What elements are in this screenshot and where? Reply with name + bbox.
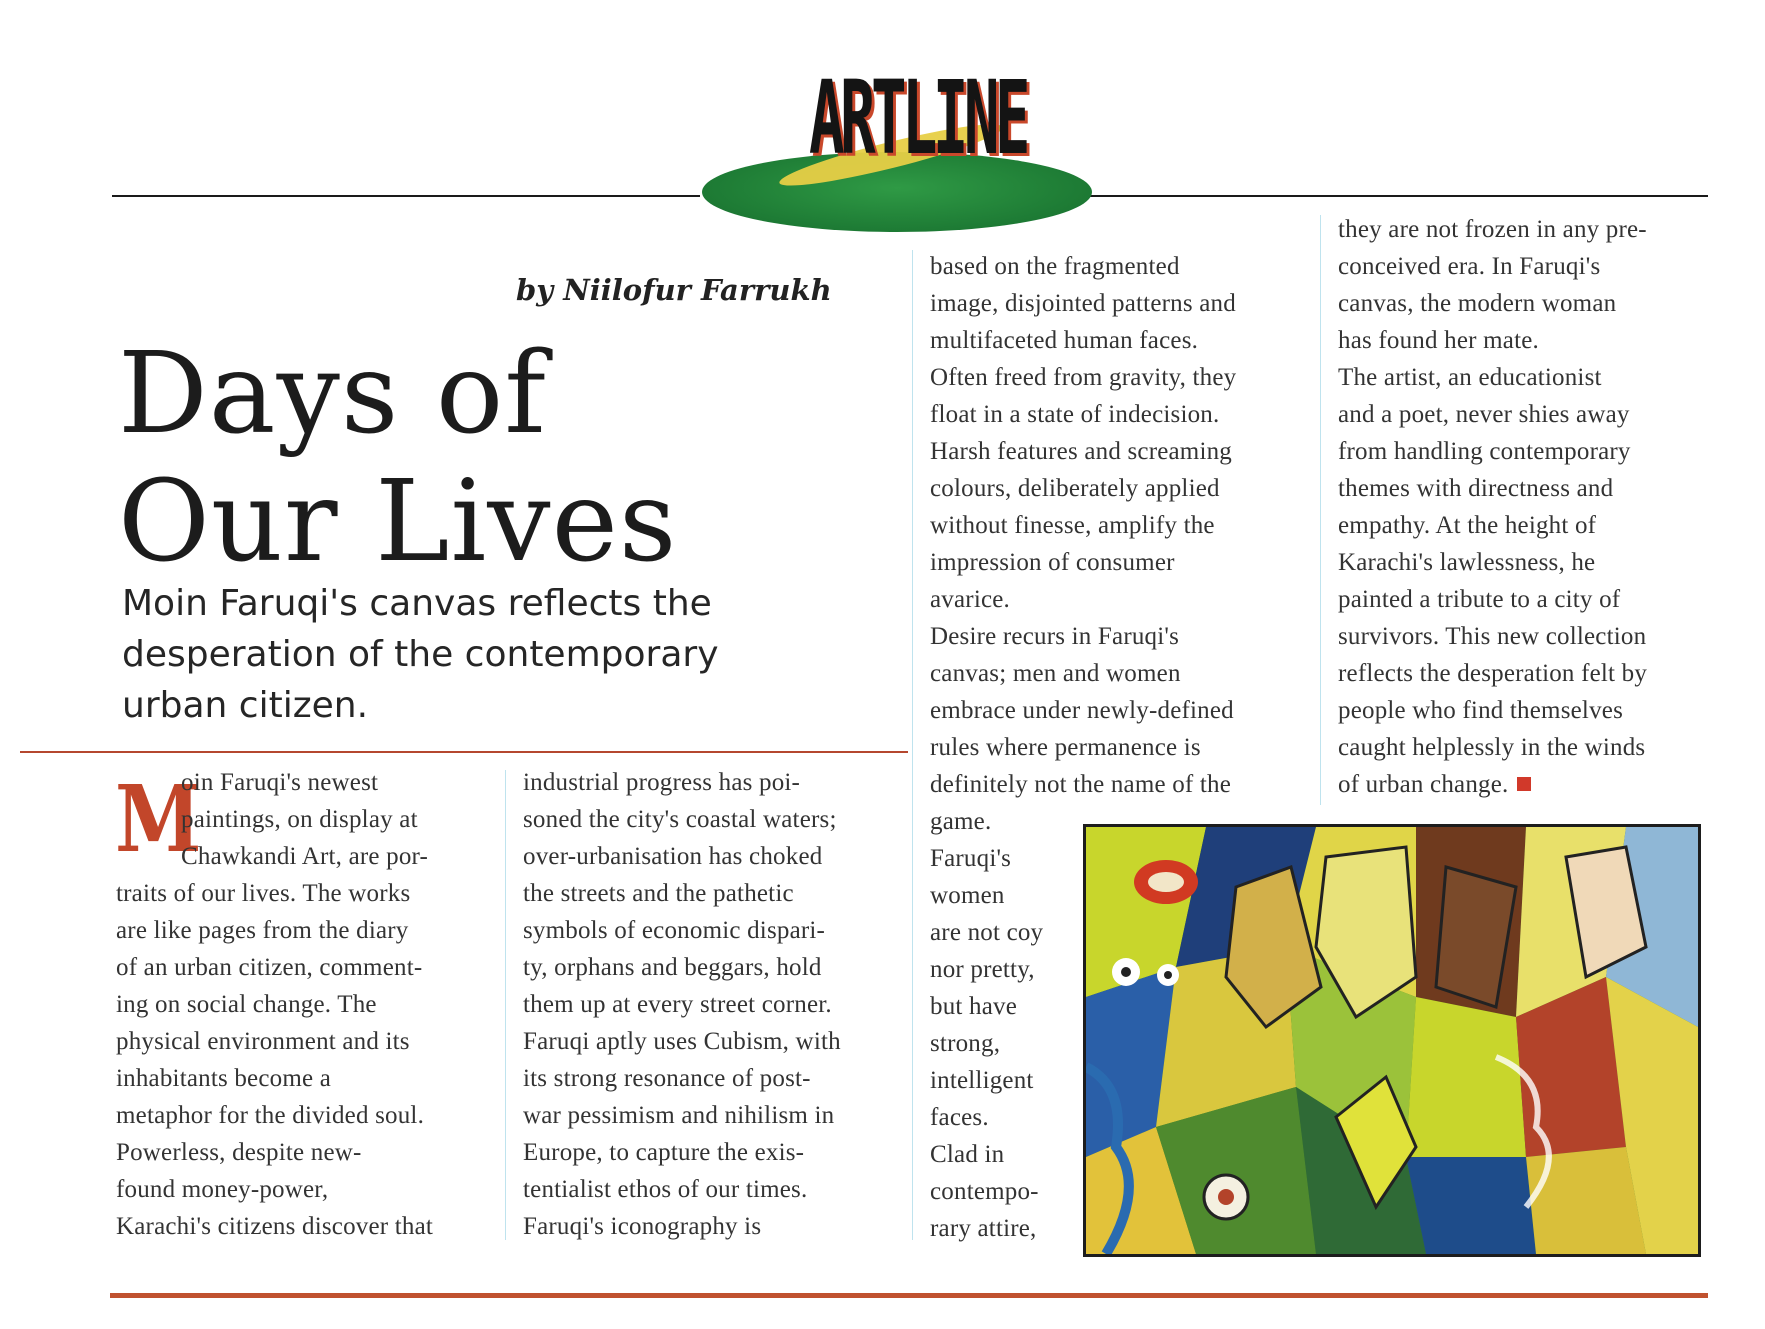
col2-body: industrial progress has poi- soned the city's coastal waters; over-urbanisation has choked the streets and the pathetic symbols of economic dispari- ty, orphans and beggars, hold them up at every street corner. Faruqi aptly uses Cubism, with its strong resonance of post- war pessimism and nihilism in Europe, to capture the exis- tentialist ethos of our times. Faruqi's iconography is (523, 769, 841, 1240)
column-separator-1 (505, 770, 506, 1240)
body-column-4 (1338, 211, 1713, 803)
deck-line-2: desperation of the contemporary (122, 634, 719, 675)
drop-cap: M (115, 765, 202, 873)
body-column-2 (523, 764, 908, 1245)
painting-artwork (1086, 827, 1698, 1254)
end-of-article-mark (1517, 777, 1531, 791)
col3-top: based on the fragmented image, disjointed patterns and multifaceted human faces. Often freed from gravity, they float in a state of indecision. Harsh features and screaming colours, deliberately applied without finesse, amplify the impression of consumer avarice. Desire recurs in Faruqi's canvas; men and women embrace under newly-defined rules where permanence is definitely not the name of the game. (930, 253, 1237, 835)
masthead-rule-right (1088, 195, 1708, 197)
byline: by Niilofur Farrukh (516, 273, 832, 307)
headline-line-1: Days of (118, 329, 547, 459)
col1-body: traits of our lives. The works are like pages from the diary of an urban citizen, comment- ing on social change. The physical environment and its inhabitants become a metaphor for the divided soul. Powerless, despite new- found money-power, Karachi's citizens discover that (116, 880, 434, 1240)
col4-body (1338, 211, 1713, 803)
section-divider (20, 751, 908, 753)
column-separator-3 (1320, 215, 1321, 805)
col3-narrow: Faruqi's women are not coy nor pretty, but have strong, intelligent faces. Clad in contempo- rary attire, (930, 845, 1044, 1242)
artline-logo (696, 59, 1096, 240)
logo-wordmark: ARTLINE (809, 59, 1026, 178)
column-separator-2 (912, 250, 913, 1240)
footer-rule (110, 1293, 1708, 1298)
headline (118, 330, 818, 586)
col1-lead: oin Faruqi's newest paintings, on display at Chawkandi Art, are por- (181, 769, 429, 870)
cubist-painting-image (1083, 824, 1701, 1257)
deck-subheadline (122, 578, 822, 731)
deck-line-3: urban citizen. (122, 685, 369, 726)
body-column-1 (116, 764, 501, 1245)
col4-text: they are not frozen in any pre- conceived era. In Faruqi's canvas, the modern woman has found her mate. The artist, an educationist and a poet, never shies away from handling contemporary themes with directness and empathy. At the height of Karachi's lawlessness, he painted a tribute to a city of survivors. This new collection reflects the desperation felt by people who find themselves caught helplessly in the winds of urban change. (1338, 216, 1648, 798)
headline-line-2: Our Lives (118, 457, 678, 587)
deck-line-1: Moin Faruqi's canvas reflects the (122, 583, 712, 624)
masthead-rule-left (112, 195, 700, 197)
